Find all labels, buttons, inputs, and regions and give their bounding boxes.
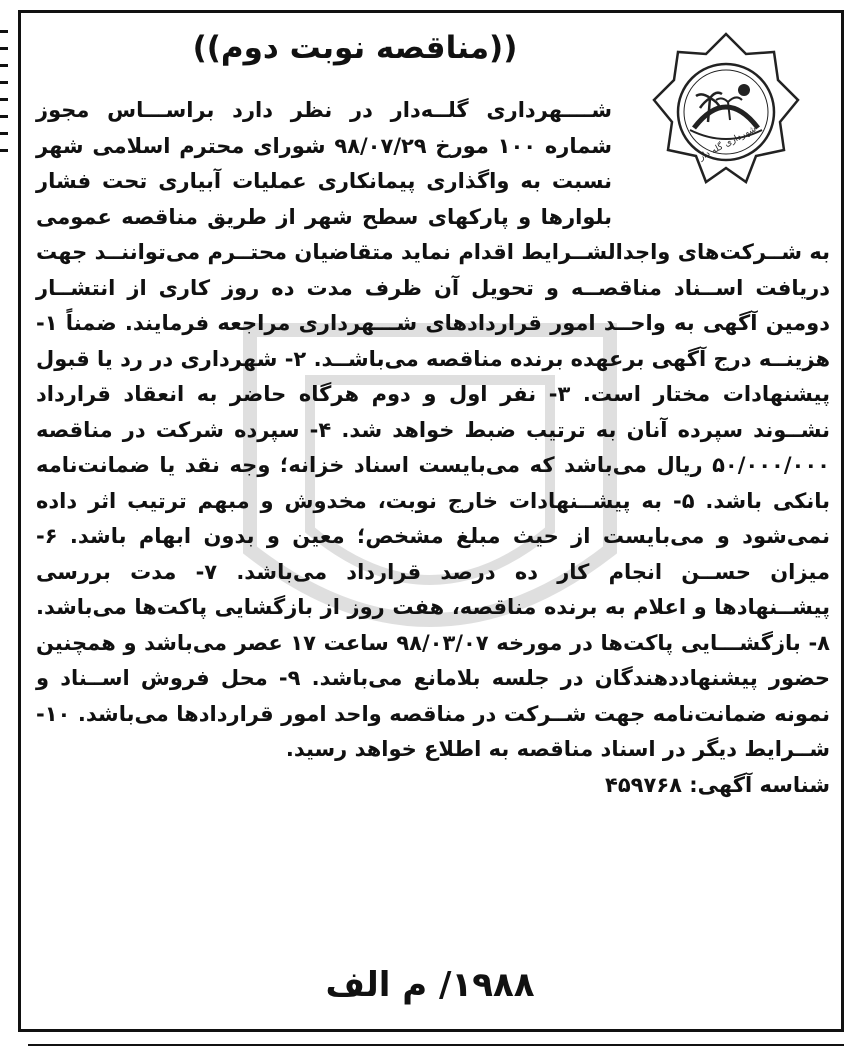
bottom-rule (28, 1044, 844, 1046)
logo-spacer (612, 93, 830, 235)
notice-title: ((مناقصه نوبت دوم)) (192, 30, 518, 66)
logo-text: شهرداری گله دار (697, 124, 759, 163)
ad-code: ۱۹۸۸/ م الف (325, 965, 535, 1005)
margin-marks (0, 30, 8, 230)
notice-body-text: شــــهرداری گلــه‌دار در نظر دارد براســـاس مجوز شماره ۱۰۰ مورخ ۹۸/۰۷/۲۹ شورای محترم اسلامی شهر نسبت به واگذاری پیمانکاری عملیات آبیاری تحت فشار بلوارها و پارکهای سطح شهر از طریق مناقصه عمومی به شــرکت‌های واجدالشــرایط اقدام نماید متقاضیان محتــرم می‌تواننــد جهت دریافت اســناد مناقصــه و تحویل آن ظرف مدت ده روز کاری از انتشــار دومین آگهی به واحــد امور قراردادهای شـــهرداری مراجعه فرمایند. ضمناً ۱- هزینــه درج آگهی برعهده برنده مناقصه می‌باشــد. ۲- شهرداری در رد یا قبول پیشنهادات مختار است. ۳- نفر اول و دوم هرگاه حاضر به انعقاد قرارداد نشــوند سپرده آنان به ترتیب ضبط خواهد شد. ۴- سپرده شرکت در مناقصه ۵۰/۰۰۰/۰۰۰ ریال می‌باشد که می‌بایست اسناد خزانه؛ وجه نقد یا ضمانت‌نامه بانکی باشد. ۵- به پیشــنهادات خارج نوبت، مخدوش و مبهم ترتیب اثر داده نمی‌شود و می‌بایست از حیث مبلغ مشخص؛ معین و بدون ابهام باشد. ۶- میزان حســن انجام کار ده درصد قرارداد می‌باشد. ۷- مدت بررسی پیشــنهادها و اعلام به برنده مناقصه، هفت روز از بازگشایی پاکت‌ها می‌باشد. ۸- بازگشـــایی پاکت‌ها در مورخه ۹۸/۰۳/۰۷ ساعت ۱۷ عصر می‌باشد و همچنین حضور پیشنهاددهندگان در جلسه بلامانع می‌باشد. ۹- محل فروش اســناد و نمونه ضمانت‌نامه جهت شــرکت در مناقصه واحد امور قراردادها می‌باشد. ۱۰- شــرایط دیگر در اسناد مناقصه به اطلاع خواهد رسید. (36, 98, 831, 761)
ad-identifier: شناسه آگهی: ۴۵۹۷۶۸ (605, 772, 830, 797)
notice-body (36, 93, 830, 803)
